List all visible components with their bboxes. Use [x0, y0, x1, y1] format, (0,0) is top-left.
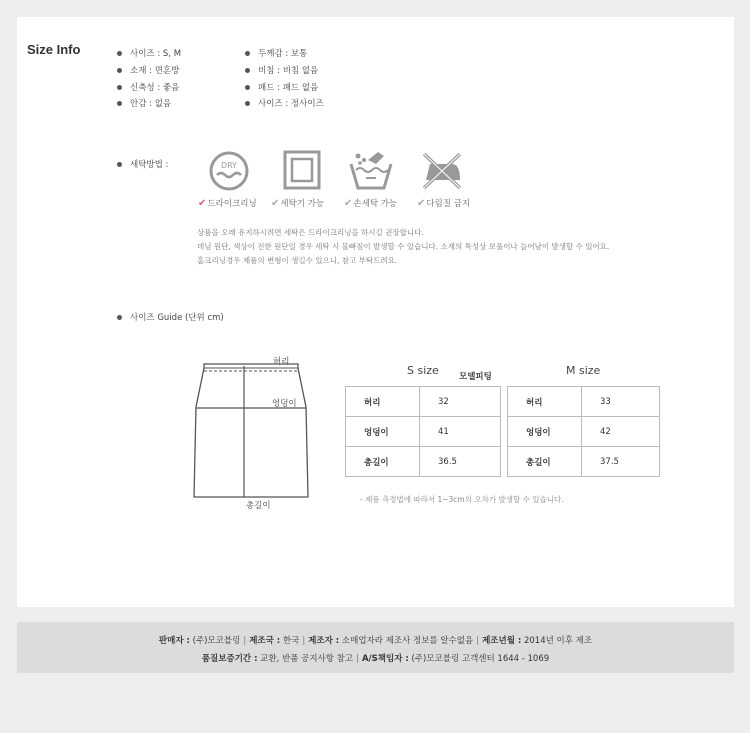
bullet-dot: [117, 162, 122, 167]
seller-info-footer: [17, 622, 734, 673]
section-title: Size Info: [27, 42, 81, 57]
table-row: [346, 447, 501, 477]
spec-thickness: 두께감 : 보통: [258, 49, 308, 59]
no-iron-icon: [420, 150, 464, 190]
separator: |: [476, 636, 480, 646]
check-icon: ✔: [198, 198, 207, 209]
as-manager-key: A/S책임자 :: [361, 654, 409, 664]
footer-line-2: [17, 652, 734, 664]
spec-size: 사이즈 : S, M: [130, 49, 182, 59]
spec-lining: 안감 : 없음: [130, 99, 172, 109]
separator: |: [243, 636, 247, 646]
check-icon: ✔: [271, 198, 280, 209]
wash-item-label: 드라이크리닝: [207, 199, 257, 209]
table-cell: 41: [420, 417, 501, 447]
bullet-dot: [117, 68, 122, 73]
table-cell: 33: [582, 387, 660, 417]
table-row: [346, 387, 501, 417]
table-row: [508, 447, 660, 477]
skirt-diagram: [186, 352, 316, 512]
bullet-dot: [245, 68, 250, 73]
table-row: [346, 417, 501, 447]
wash-item-label: 손세탁 가능: [353, 199, 398, 209]
table-cell: 36.5: [420, 447, 501, 477]
wash-item-dry-clean: [198, 197, 257, 209]
seller-key: 판매자 :: [158, 636, 190, 646]
table-cell: 32: [420, 387, 501, 417]
dry-clean-icon: [208, 150, 250, 192]
s-size-table: [345, 386, 501, 477]
seller-value: (주)모코블링: [192, 636, 241, 646]
table-row: [508, 417, 660, 447]
bullet-dot: [117, 51, 122, 56]
maker-value: 소매업자라 제조사 정보를 알수없음: [341, 636, 474, 646]
country-key: 제조국 :: [249, 636, 281, 646]
table-cell: 총길이: [508, 447, 582, 477]
wash-note: 홈크리닝경우 제품의 변형이 생길수 있으니, 참고 부탁드려요.: [197, 256, 398, 265]
spec-sheer: 비침 : 비침 없음: [258, 66, 319, 76]
bullet-dot: [117, 101, 122, 106]
wash-item-machine: [271, 197, 324, 209]
spec-fit: 사이즈 : 정사이즈: [258, 99, 324, 109]
maker-key: 제조자 :: [308, 636, 340, 646]
diagram-label-length: 총길이: [246, 501, 271, 511]
wash-item-hand: [344, 197, 397, 209]
measurement-note: - 제품 측정법에 따라서 1~3cm의 오차가 발생할 수 있습니다.: [360, 495, 564, 504]
date-key: 제조년월 :: [482, 636, 522, 646]
table-cell: 37.5: [582, 447, 660, 477]
wash-item-label: 세탁기 가능: [280, 199, 325, 209]
hand-wash-icon: [348, 148, 394, 194]
table-cell: 총길이: [346, 447, 420, 477]
table-cell: 42: [582, 417, 660, 447]
as-manager-value: (주)모코블링 고객센터 1644 - 1069: [411, 654, 550, 664]
wash-label: 세탁방법 :: [130, 160, 169, 170]
warranty-key: 품질보증기간 :: [201, 654, 258, 664]
spec-stretch: 신축성 : 좋음: [130, 83, 180, 93]
wash-note: 상품을 오래 유지하시려면 세탁은 드라이크리닝을 하시길 권장합니다.: [197, 228, 424, 237]
table-row: [508, 387, 660, 417]
warranty-value: 교환, 반품 공지사항 참고: [260, 654, 354, 664]
footer-line-1: [17, 634, 734, 646]
wash-item-iron: [417, 197, 470, 209]
m-size-title: M size: [566, 364, 601, 377]
size-info-panel: [17, 17, 734, 607]
date-value: 2014년 이후 제조: [523, 636, 593, 646]
bullet-dot: [117, 315, 122, 320]
table-cell: 엉덩이: [346, 417, 420, 447]
bullet-dot: [245, 51, 250, 56]
table-cell: 허리: [346, 387, 420, 417]
check-icon: ✔: [417, 198, 426, 209]
bullet-dot: [117, 85, 122, 90]
check-icon: ✔: [344, 198, 353, 209]
dry-icon-text: DRY: [220, 161, 238, 170]
bullet-dot: [245, 85, 250, 90]
diagram-label-waist: 허리: [273, 357, 290, 367]
country-value: 한국: [282, 636, 300, 646]
washing-machine-icon: [283, 150, 321, 190]
spec-pad: 패드 : 패드 없음: [258, 83, 319, 93]
spec-material: 소재 : 면혼방: [130, 66, 180, 76]
wash-item-label: 다림질 금지: [426, 199, 471, 209]
s-size-title: S size: [407, 364, 439, 377]
m-size-table: [507, 386, 660, 477]
guide-label: 사이즈 Guide (단위 cm): [130, 313, 224, 323]
wash-note: 데님 원단, 색상이 진한 원단일 경우 세탁 시 물빠짐이 발생할 수 있습니다. 소재의 특성상 보풀이나 늘어남이 발생할 수 있어요.: [197, 242, 610, 251]
separator: |: [356, 654, 359, 664]
bullet-dot: [245, 101, 250, 106]
separator: |: [302, 636, 306, 646]
table-cell: 허리: [508, 387, 582, 417]
table-cell: 엉덩이: [508, 417, 582, 447]
diagram-label-hip: 엉덩이: [272, 399, 297, 409]
model-fitting-label: 모델피팅: [459, 372, 492, 382]
